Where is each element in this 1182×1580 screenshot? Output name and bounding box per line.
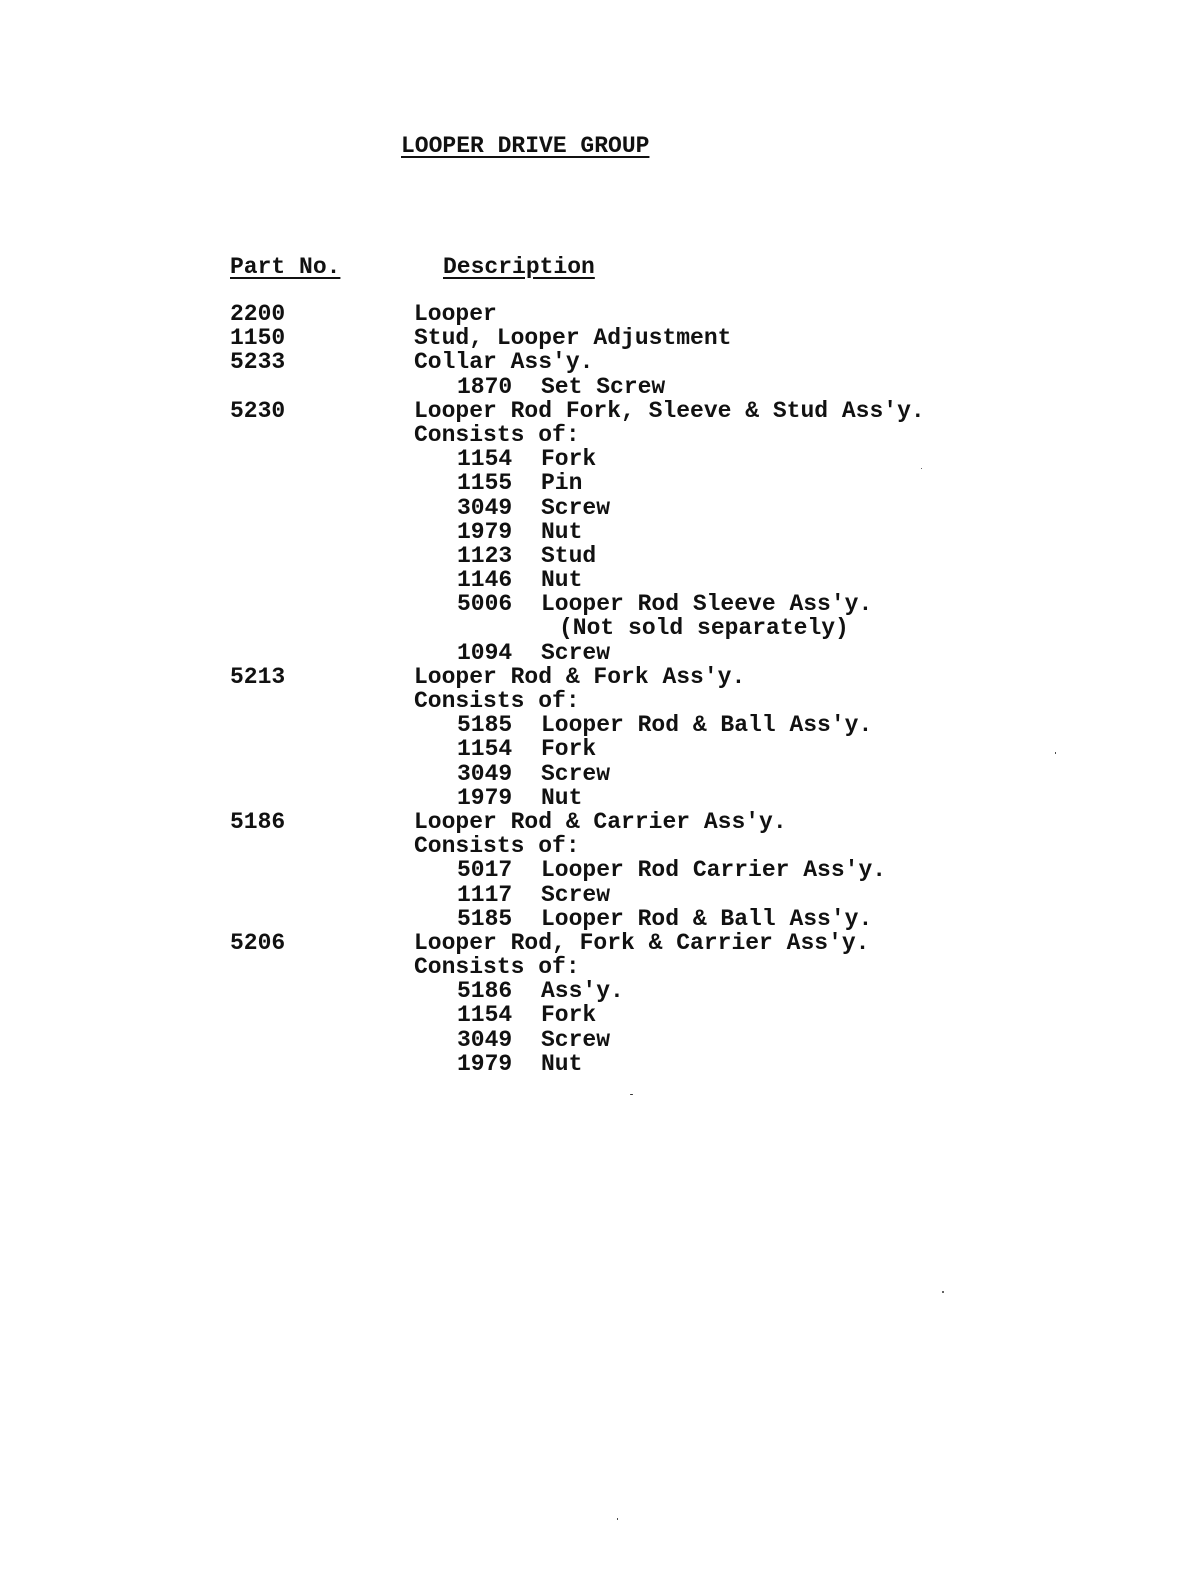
scan-speck [630, 1094, 633, 1095]
component-description: Nut [541, 1050, 583, 1077]
component-description: Nut [541, 518, 583, 545]
part-number: 1150 [230, 325, 286, 352]
list-item [0, 979, 1182, 1003]
list-item [0, 616, 1182, 640]
part-number: 5230 [230, 397, 286, 424]
list-item [0, 786, 1182, 810]
list-item [0, 375, 1182, 399]
component-description: Looper Rod Carrier Ass'y. [541, 857, 887, 884]
list-item [0, 350, 1182, 374]
part-description: Looper Rod & Carrier Ass'y. [414, 808, 787, 835]
list-item [0, 520, 1182, 544]
component-description: Fork [541, 446, 597, 473]
list-item [0, 568, 1182, 592]
list-item [0, 907, 1182, 931]
component-part-number: 1154 [457, 446, 513, 473]
component-part-number: 1155 [457, 470, 513, 497]
list-item [0, 858, 1182, 882]
component-part-number: 1123 [457, 542, 513, 569]
consists-of-label: Consists of: [414, 954, 580, 981]
component-description: Screw [541, 639, 611, 666]
list-item [0, 931, 1182, 955]
component-part-number: 1146 [457, 567, 513, 594]
component-description: Stud [541, 542, 597, 569]
component-description: Screw [541, 760, 611, 787]
list-item [0, 810, 1182, 834]
component-part-number: 5186 [457, 978, 513, 1005]
component-part-number: 3049 [457, 1026, 513, 1053]
component-part-number: 3049 [457, 760, 513, 787]
part-description: Looper Rod & Fork Ass'y. [414, 663, 746, 690]
list-item [0, 641, 1182, 665]
scan-speck [921, 468, 922, 469]
part-description: Looper Rod Fork, Sleeve & Stud Ass'y. [414, 397, 925, 424]
list-item [0, 592, 1182, 616]
list-item [0, 544, 1182, 568]
page-title: LOOPER DRIVE GROUP [401, 133, 650, 159]
part-number: 5213 [230, 663, 286, 690]
list-item [0, 326, 1182, 350]
component-description: Fork [541, 1002, 597, 1029]
consists-of-label: Consists of: [414, 833, 580, 860]
list-item [0, 665, 1182, 689]
component-note: (Not sold separately) [559, 615, 849, 642]
component-part-number: 1870 [457, 373, 513, 400]
part-description: Collar Ass'y. [414, 349, 594, 376]
part-no-header: Part No. [230, 254, 341, 280]
part-number: 5233 [230, 349, 286, 376]
list-item [0, 762, 1182, 786]
consists-of-label: Consists of: [414, 688, 580, 714]
component-description: Fork [541, 736, 597, 763]
component-description: Nut [541, 784, 583, 811]
list-item [0, 496, 1182, 520]
part-description: Looper Rod, Fork & Carrier Ass'y. [414, 929, 870, 956]
list-item [0, 737, 1182, 761]
list-item [0, 1003, 1182, 1027]
component-part-number: 1979 [457, 1050, 513, 1077]
list-item [0, 399, 1182, 423]
part-description: Stud, Looper Adjustment [414, 325, 732, 352]
component-description: Ass'y. [541, 978, 624, 1005]
component-description: Screw [541, 881, 611, 908]
component-description: Looper Rod & Ball Ass'y. [541, 905, 873, 932]
description-header: Description [443, 254, 595, 280]
part-number: 5186 [230, 808, 286, 835]
list-item [0, 471, 1182, 495]
list-item [0, 713, 1182, 737]
component-part-number: 3049 [457, 494, 513, 521]
component-description: Pin [541, 470, 583, 497]
consists-of-label: Consists of: [414, 421, 580, 448]
component-part-number: 1094 [457, 639, 513, 666]
list-item [0, 423, 1182, 447]
component-description: Screw [541, 1026, 611, 1053]
component-description: Looper Rod Sleeve Ass'y. [541, 591, 873, 618]
list-item [0, 834, 1182, 858]
component-part-number: 5185 [457, 712, 513, 739]
parts-list [0, 302, 1182, 1076]
list-item [0, 302, 1182, 326]
list-item [0, 447, 1182, 471]
component-part-number: 1117 [457, 881, 513, 908]
component-description: Screw [541, 494, 611, 521]
component-part-number: 5185 [457, 905, 513, 932]
component-part-number: 1154 [457, 1002, 513, 1029]
list-item [0, 883, 1182, 907]
part-number: 2200 [230, 301, 286, 327]
scan-speck [942, 1291, 944, 1293]
scan-speck [617, 1518, 618, 1520]
part-number: 5206 [230, 929, 286, 956]
component-part-number: 5006 [457, 591, 513, 618]
component-part-number: 5017 [457, 857, 513, 884]
part-description: Looper [414, 301, 497, 327]
component-part-number: 1154 [457, 736, 513, 763]
component-description: Looper Rod & Ball Ass'y. [541, 712, 873, 739]
list-item [0, 955, 1182, 979]
component-part-number: 1979 [457, 518, 513, 545]
list-item [0, 1028, 1182, 1052]
component-part-number: 1979 [457, 784, 513, 811]
component-description: Set Screw [541, 373, 666, 400]
list-item [0, 1052, 1182, 1076]
component-description: Nut [541, 567, 583, 594]
list-item [0, 689, 1182, 713]
scan-speck [1055, 752, 1056, 754]
